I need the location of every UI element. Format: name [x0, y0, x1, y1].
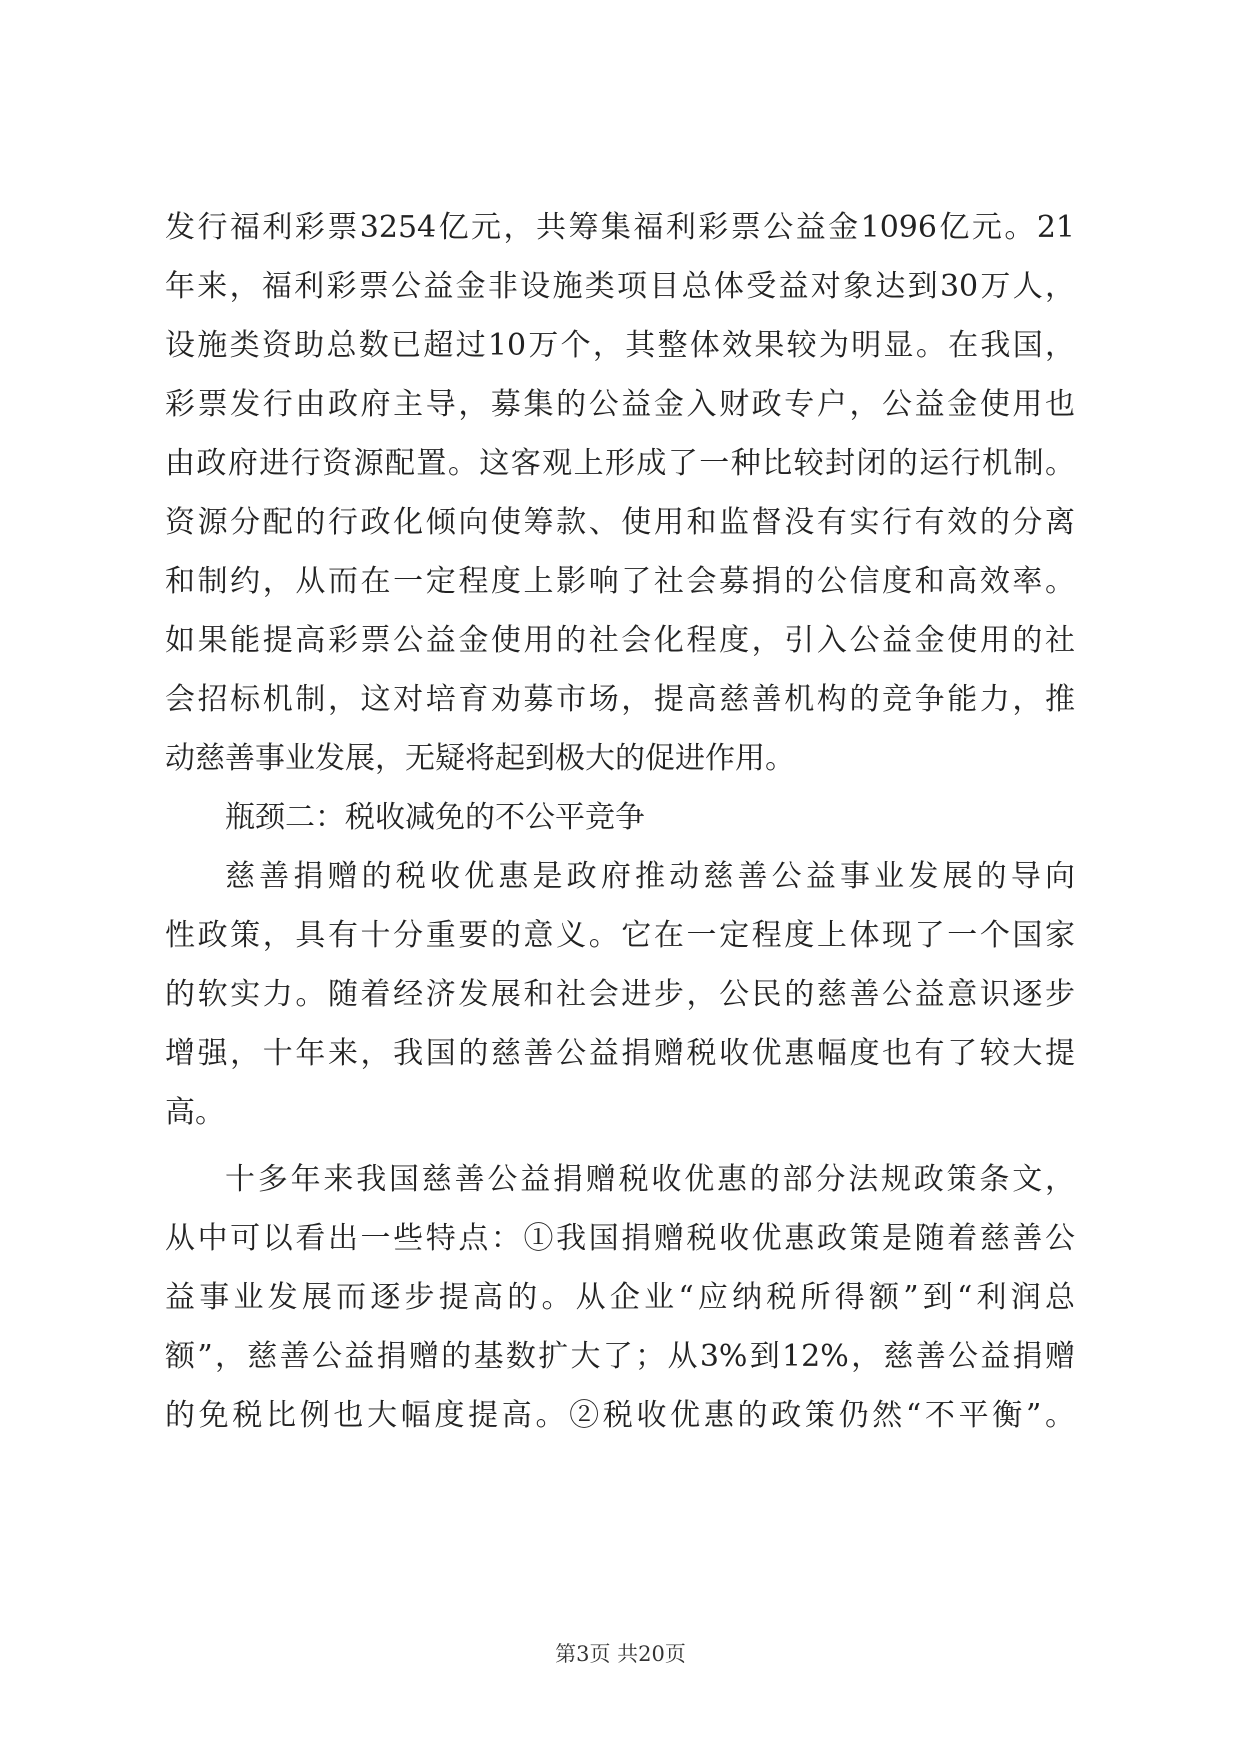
text-line: 会招标机制，这对培育劝募市场，提高慈善机构的竞争能力，推 [165, 682, 1075, 717]
text-line: 的免税比例也大幅度提高。②税收优惠的政策仍然“不平衡”。 [165, 1398, 1075, 1433]
paragraph [165, 847, 1075, 1142]
text-line: 年来，福利彩票公益金非设施类项目总体受益对象达到30万人， [165, 269, 1075, 304]
text-line: 瓶颈二：税收减免的不公平竞争 [225, 800, 645, 835]
text-line: 从中可以看出一些特点：①我国捐赠税收优惠政策是随着慈善公 [165, 1221, 1075, 1256]
text-line: 和制约，从而在一定程度上影响了社会募捐的公信度和高效率。 [165, 564, 1075, 599]
text-line: 十多年来我国慈善公益捐赠税收优惠的部分法规政策条文， [225, 1162, 1075, 1197]
text-line: 高。 [165, 1095, 225, 1130]
paragraph [165, 198, 1075, 788]
text-line: 慈善捐赠的税收优惠是政府推动慈善公益事业发展的导向 [225, 859, 1075, 894]
text-line: 彩票发行由政府主导，募集的公益金入财政专户，公益金使用也 [165, 387, 1075, 422]
text-line: 的软实力。随着经济发展和社会进步，公民的慈善公益意识逐步 [165, 977, 1075, 1012]
paragraph [165, 1150, 1075, 1445]
text-line: 增强，十年来，我国的慈善公益捐赠税收优惠幅度也有了较大提 [165, 1036, 1075, 1071]
text-line: 性政策，具有十分重要的意义。它在一定程度上体现了一个国家 [165, 918, 1075, 953]
section-heading [165, 788, 1075, 847]
page-number-footer: 第3页 共20页 [555, 1642, 686, 1666]
body-text [165, 198, 1075, 1445]
text-line: 如果能提高彩票公益金使用的社会化程度，引入公益金使用的社 [165, 623, 1075, 658]
text-line: 由政府进行资源配置。这客观上形成了一种比较封闭的运行机制。 [165, 446, 1075, 481]
text-line: 益事业发展而逐步提高的。从企业“应纳税所得额”到“利润总 [165, 1280, 1075, 1315]
text-line: 资源分配的行政化倾向使筹款、使用和监督没有实行有效的分离 [165, 505, 1075, 540]
text-line: 发行福利彩票3254亿元，共筹集福利彩票公益金1096亿元。21 [165, 210, 1075, 245]
text-line: 额”，慈善公益捐赠的基数扩大了；从3%到12%，慈善公益捐赠 [165, 1339, 1075, 1374]
text-line: 设施类资助总数已超过10万个，其整体效果较为明显。在我国， [165, 328, 1075, 363]
text-line: 动慈善事业发展，无疑将起到极大的促进作用。 [165, 741, 795, 776]
